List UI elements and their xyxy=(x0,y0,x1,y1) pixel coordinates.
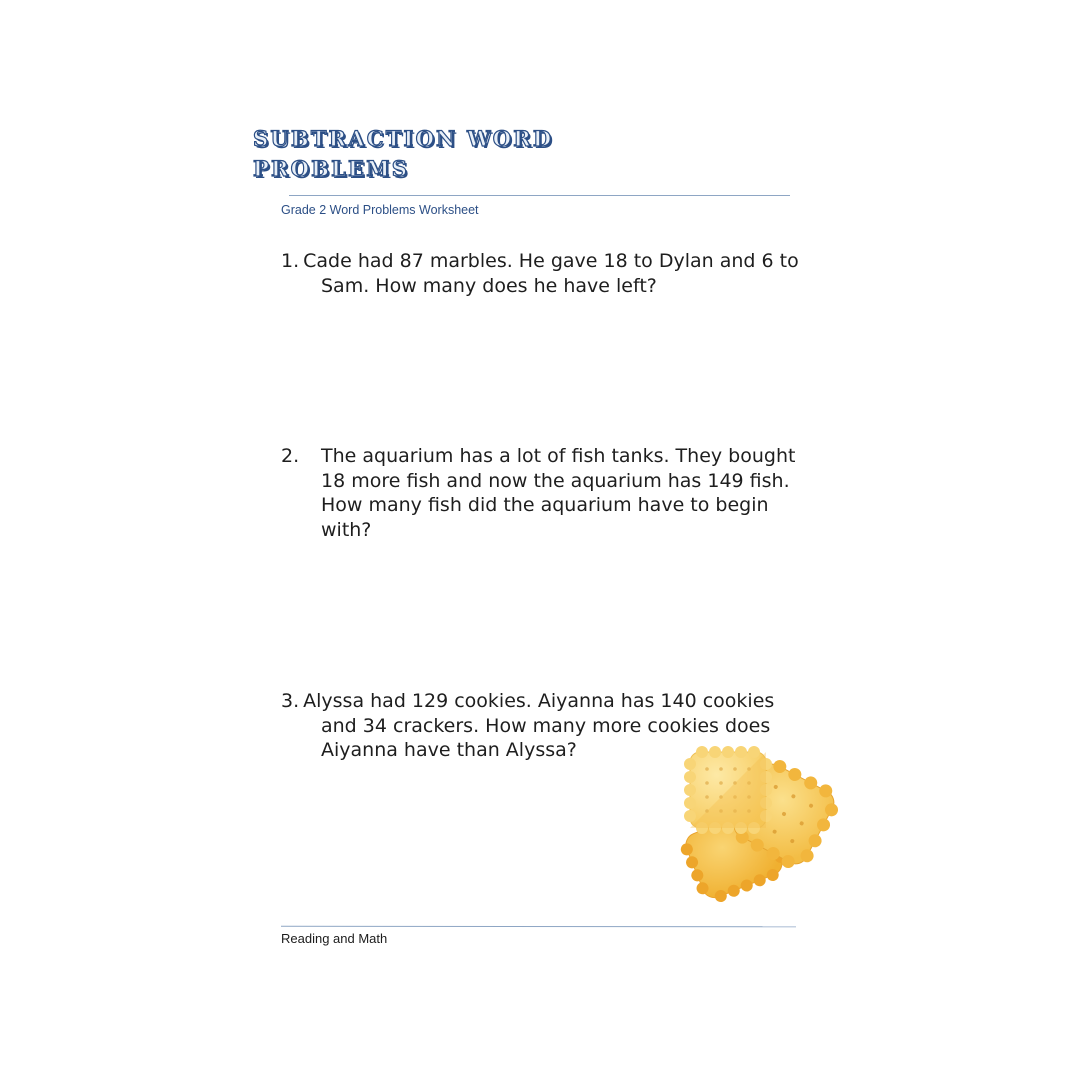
problem-text: Cade had 87 marbles. He gave 18 to Dylan and 6 to Sam. How many does he have left? xyxy=(303,250,799,297)
problem-number: 2. xyxy=(281,445,300,467)
worksheet-footer: Reading and Math xyxy=(281,931,388,946)
problem-number: 1. xyxy=(281,250,300,272)
problem-1 xyxy=(281,249,801,298)
crackers-illustration xyxy=(672,736,842,906)
problem-text: The aquarium has a lot of fish tanks. They bought 18 more fish and now the aquarium has 149 fish. How many fish did the aquarium have to begin with? xyxy=(321,445,796,541)
worksheet-subtitle: Grade 2 Word Problems Worksheet xyxy=(281,203,479,217)
problem-number: 3. xyxy=(281,690,300,712)
problem-text: Alyssa had 129 cookies. Aiyanna has 140 cookies and 34 crackers. How many more cookies does Aiyanna have than Alyssa? xyxy=(303,690,775,761)
header-divider xyxy=(289,195,790,196)
cracker-front xyxy=(684,746,772,834)
problem-2 xyxy=(281,444,801,542)
worksheet-title: SUBTRACTION WORD PROBLEMS xyxy=(253,126,554,181)
footer-divider xyxy=(281,926,796,927)
